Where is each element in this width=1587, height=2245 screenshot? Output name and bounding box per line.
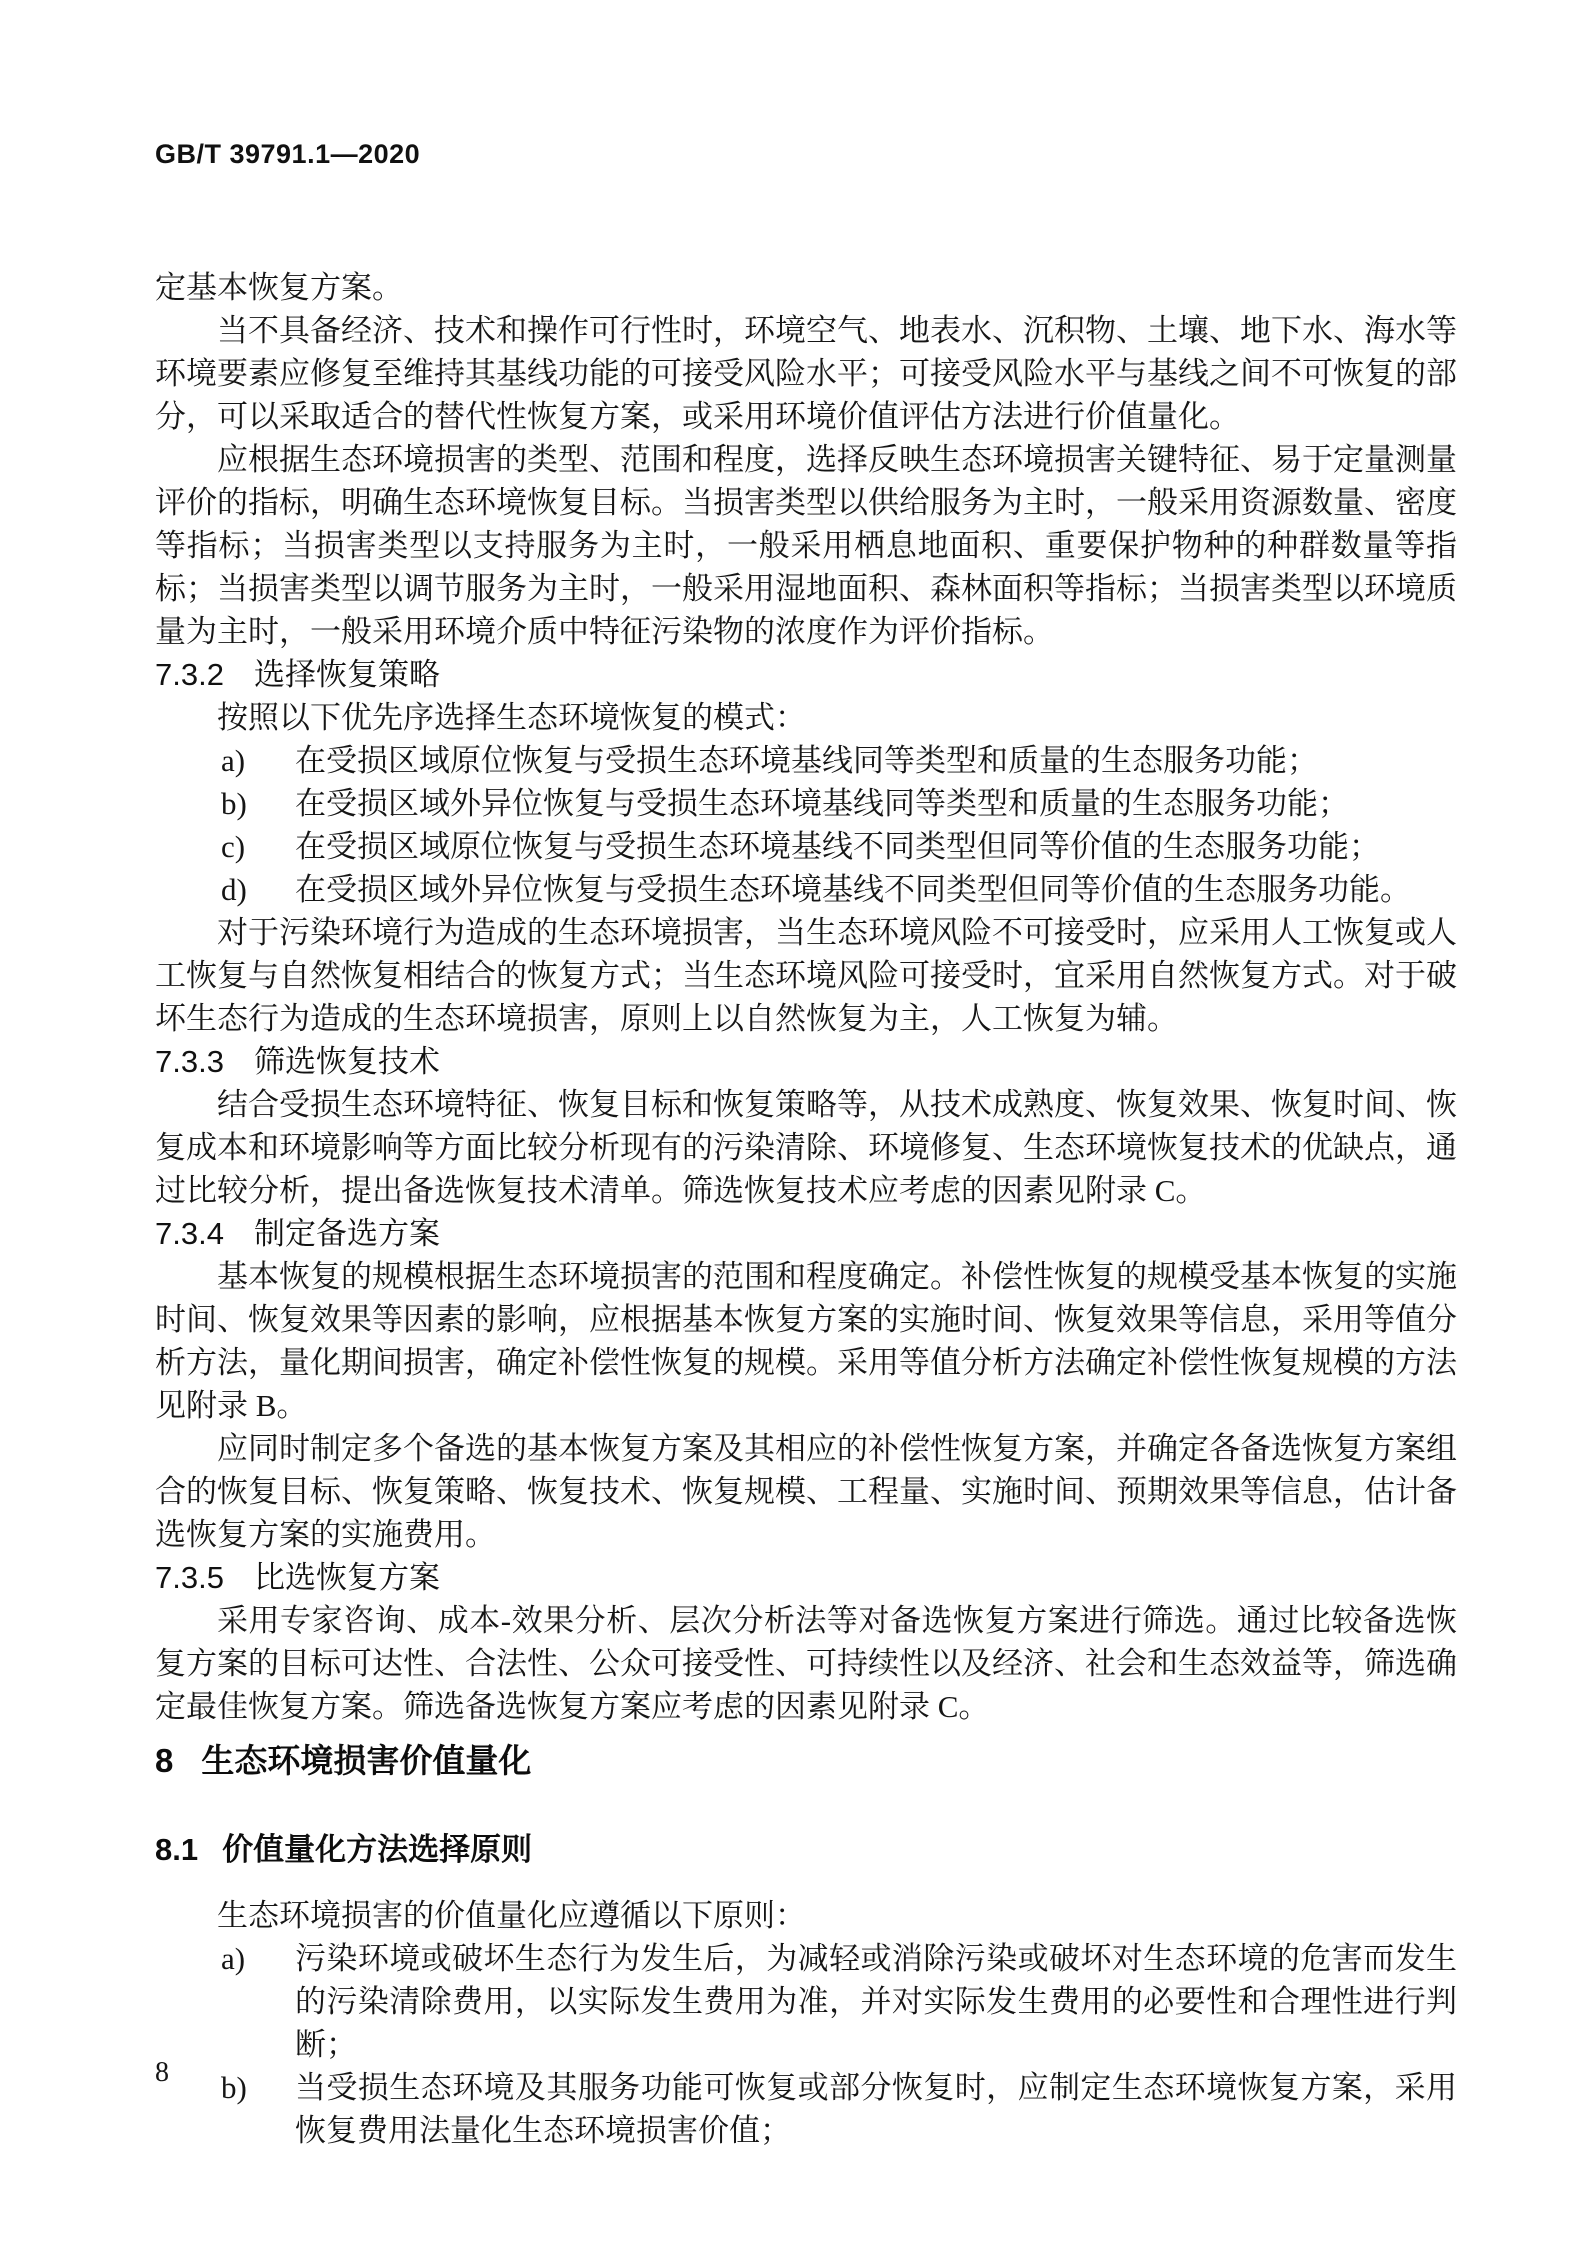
heading-title: 选择恢复策略	[253, 657, 440, 692]
heading-number: 7.3.5	[155, 1560, 224, 1595]
list-item-mode-c	[221, 825, 1457, 868]
list-item-principle-b	[221, 2066, 1457, 2152]
heading-8	[155, 1738, 1457, 1784]
list-item-mode-b	[221, 782, 1457, 825]
heading-7-3-4	[155, 1212, 1457, 1255]
list-marker: a)	[221, 1941, 246, 1976]
page-number: 8	[155, 2057, 169, 2088]
list-text: 污染环境或破坏生态行为发生后，为减轻或消除污染或破坏对生态环境的危害而发生的污染清除费用，以实际发生费用为准，并对实际发生费用的必要性和合理性进行判断；	[295, 1941, 1457, 2062]
heading-7-3-3	[155, 1040, 1457, 1083]
list-marker: d)	[221, 872, 247, 907]
list-item-mode-d	[221, 868, 1457, 911]
heading-title: 筛选恢复技术	[253, 1044, 440, 1079]
list-text: 在受损区域原位恢复与受损生态环境基线同等类型和质量的生态服务功能；	[295, 743, 1318, 778]
doc-code-header: GB/T 39791.1—2020	[155, 139, 421, 169]
paragraph-principles-intro: 生态环境损害的价值量化应遵循以下原则：	[217, 1898, 806, 1933]
paragraph-multiple-plans: 应同时制定多个备选的基本恢复方案及其相应的补偿性恢复方案，并确定各备选恢复方案组合的恢复目标、恢复策略、恢复技术、恢复规模、工程量、实施时间、预期效果等信息，估计备选恢复方案的实施费用。	[155, 1431, 1457, 1552]
list-marker: b)	[221, 2070, 247, 2105]
heading-number: 7.3.4	[155, 1216, 224, 1251]
list-text: 在受损区域外异位恢复与受损生态环境基线同等类型和质量的生态服务功能；	[295, 786, 1349, 821]
paragraph-technology-screening: 结合受损生态环境特征、恢复目标和恢复策略等，从技术成熟度、恢复效果、恢复时间、恢复成本和环境影响等方面比较分析现有的污染清除、环境修复、生态环境恢复技术的优缺点，通过比较分析，提出备选恢复技术清单。筛选恢复技术应考虑的因素见附录 C。	[155, 1087, 1457, 1208]
paragraph-indicators: 应根据生态环境损害的类型、范围和程度，选择反映生态环境损害关键特征、易于定量测量评价的指标，明确生态环境恢复目标。当损害类型以供给服务为主时，一般采用资源数量、密度等指标；当损害类型以支持服务为主时，一般采用栖息地面积、重要保护物种的种群数量等指标；当损害类型以调节服务为主时，一般采用湿地面积、森林面积等指标；当损害类型以环境质量为主时，一般采用环境介质中特征污染物的浓度作为评价指标。	[155, 442, 1457, 649]
heading-number: 8	[155, 1742, 174, 1779]
heading-title: 生态环境损害价值量化	[201, 1742, 532, 1779]
list-marker: a)	[221, 743, 246, 778]
heading-title: 制定备选方案	[253, 1216, 440, 1251]
heading-title: 比选恢复方案	[253, 1560, 440, 1595]
heading-number: 8.1	[155, 1832, 199, 1867]
list-text: 在受损区域外异位恢复与受损生态环境基线不同类型但同等价值的生态服务功能。	[295, 872, 1411, 907]
heading-number: 7.3.2	[155, 657, 224, 692]
list-marker: c)	[221, 829, 246, 864]
paragraph-alternative-restoration: 当不具备经济、技术和操作可行性时，环境空气、地表水、沉积物、土壤、地下水、海水等环境要素应修复至维持其基线功能的可接受风险水平；可接受风险水平与基线之间不可恢复的部分，可以采取适合的替代性恢复方案，或采用环境价值评估方法进行价值量化。	[155, 313, 1457, 434]
paragraph-strategy: 对于污染环境行为造成的生态环境损害，当生态环境风险不可接受时，应采用人工恢复或人工恢复与自然恢复相结合的恢复方式；当生态环境风险可接受时，宜采用自然恢复方式。对于破坏生态行为造成的生态环境损害，原则上以自然恢复为主，人工恢复为辅。	[155, 915, 1457, 1036]
page-content	[155, 138, 1457, 2152]
heading-number: 7.3.3	[155, 1044, 224, 1079]
paragraph-plan-comparison: 采用专家咨询、成本-效果分析、层次分析法等对备选恢复方案进行筛选。通过比较备选恢复方案的目标可达性、合法性、公众可接受性、可持续性以及经济、社会和生态效益等，筛选确定最佳恢复方案。筛选备选恢复方案应考虑的因素见附录 C。	[155, 1603, 1457, 1724]
list-marker: b)	[221, 786, 247, 821]
heading-7-3-2	[155, 653, 1457, 696]
paragraph-continuation: 定基本恢复方案。	[155, 270, 403, 305]
paragraph-restoration-scale: 基本恢复的规模根据生态环境损害的范围和程度确定。补偿性恢复的规模受基本恢复的实施时间、恢复效果等因素的影响，应根据基本恢复方案的实施时间、恢复效果等信息，采用等值分析方法，量化期间损害，确定补偿性恢复的规模。采用等值分析方法确定补偿性恢复规模的方法见附录 B。	[155, 1259, 1457, 1423]
heading-7-3-5	[155, 1556, 1457, 1599]
heading-8-1	[155, 1828, 1457, 1872]
list-text: 在受损区域原位恢复与受损生态环境基线不同类型但同等价值的生态服务功能；	[295, 829, 1380, 864]
paragraph-modes-intro: 按照以下优先序选择生态环境恢复的模式：	[217, 700, 806, 735]
list-item-mode-a	[221, 739, 1457, 782]
list-text: 当受损生态环境及其服务功能可恢复或部分恢复时，应制定生态环境恢复方案，采用恢复费用法量化生态环境损害价值；	[295, 2070, 1457, 2148]
list-item-principle-a	[221, 1937, 1457, 2066]
heading-title: 价值量化方法选择原则	[222, 1832, 533, 1867]
